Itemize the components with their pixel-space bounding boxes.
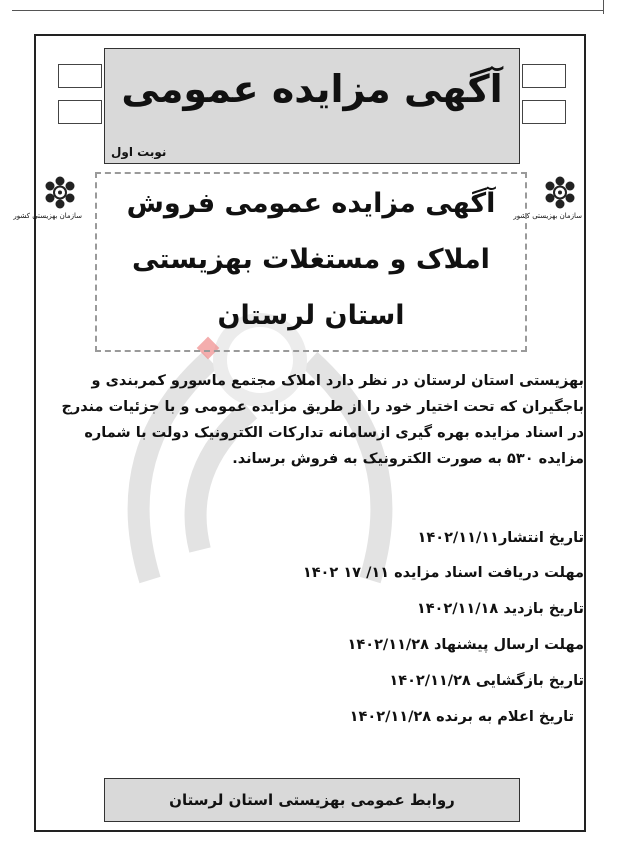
logo-left — [13, 176, 82, 234]
subtitle-box — [95, 172, 527, 352]
bracket-left-top — [58, 64, 102, 88]
date-documents-deadline: مهلت دریافت اسناد مزایده ۱۱/ ۱۷ ۱۴۰۲ — [302, 565, 584, 581]
footer-publisher: روابط عمومی بهزیستی استان لرستان — [169, 791, 455, 809]
date-opening: تاریخ بازگشایی ۱۴۰۲/۱۱/۲۸ — [389, 673, 584, 689]
announcement-paragraph: بهزیستی استان لرستان در نظر دارد املاک مجتمع ماسورو کمربندی و باجگیران که تحت اختیار خود را از طریق مزایده عمومی و با جزئیات مندرج در اسناد مزایده بهره گیری ازسامانه تدارکات الکترونیک دولت با شماره مزایده ۵۳۰ به صورت الکترونیک به فروش برساند. — [61, 373, 584, 467]
footer-box — [104, 778, 520, 822]
bracket-right-top — [522, 64, 566, 88]
logo-right — [513, 176, 582, 234]
subtitle-line-1: آگهی مزایده عمومی فروش — [126, 188, 496, 219]
bracket-left-bottom — [58, 100, 102, 124]
behzisti-logo-icon — [43, 176, 77, 210]
date-bid-deadline: مهلت ارسال پیشنهاد ۱۴۰۲/۱۱/۲۸ — [347, 637, 584, 653]
behzisti-logo-icon — [543, 176, 577, 210]
subtitle-line-3: استان لرستان — [217, 300, 405, 331]
edition-label: نوبت اول — [111, 145, 167, 159]
date-publish: تاریخ انتشار۱۴۰۲/۱۱/۱۱ — [417, 530, 584, 546]
page-title: آگهی مزایده عمومی — [121, 67, 503, 111]
date-winner-announcement: تاریخ اعلام به برنده ۱۴۰۲/۱۱/۲۸ — [349, 709, 574, 725]
logo-caption: سازمان بهزیستی کشور — [13, 212, 82, 220]
header-box — [104, 48, 520, 164]
date-visit: تاریخ بازدید ۱۴۰۲/۱۱/۱۸ — [416, 601, 584, 617]
bracket-right-bottom — [522, 100, 566, 124]
subtitle-line-2: املاک و مستغلات بهزیستی — [132, 244, 490, 275]
logo-caption: سازمان بهزیستی کشور — [513, 212, 582, 220]
top-rule-tick — [603, 0, 604, 14]
top-rule — [12, 10, 604, 11]
